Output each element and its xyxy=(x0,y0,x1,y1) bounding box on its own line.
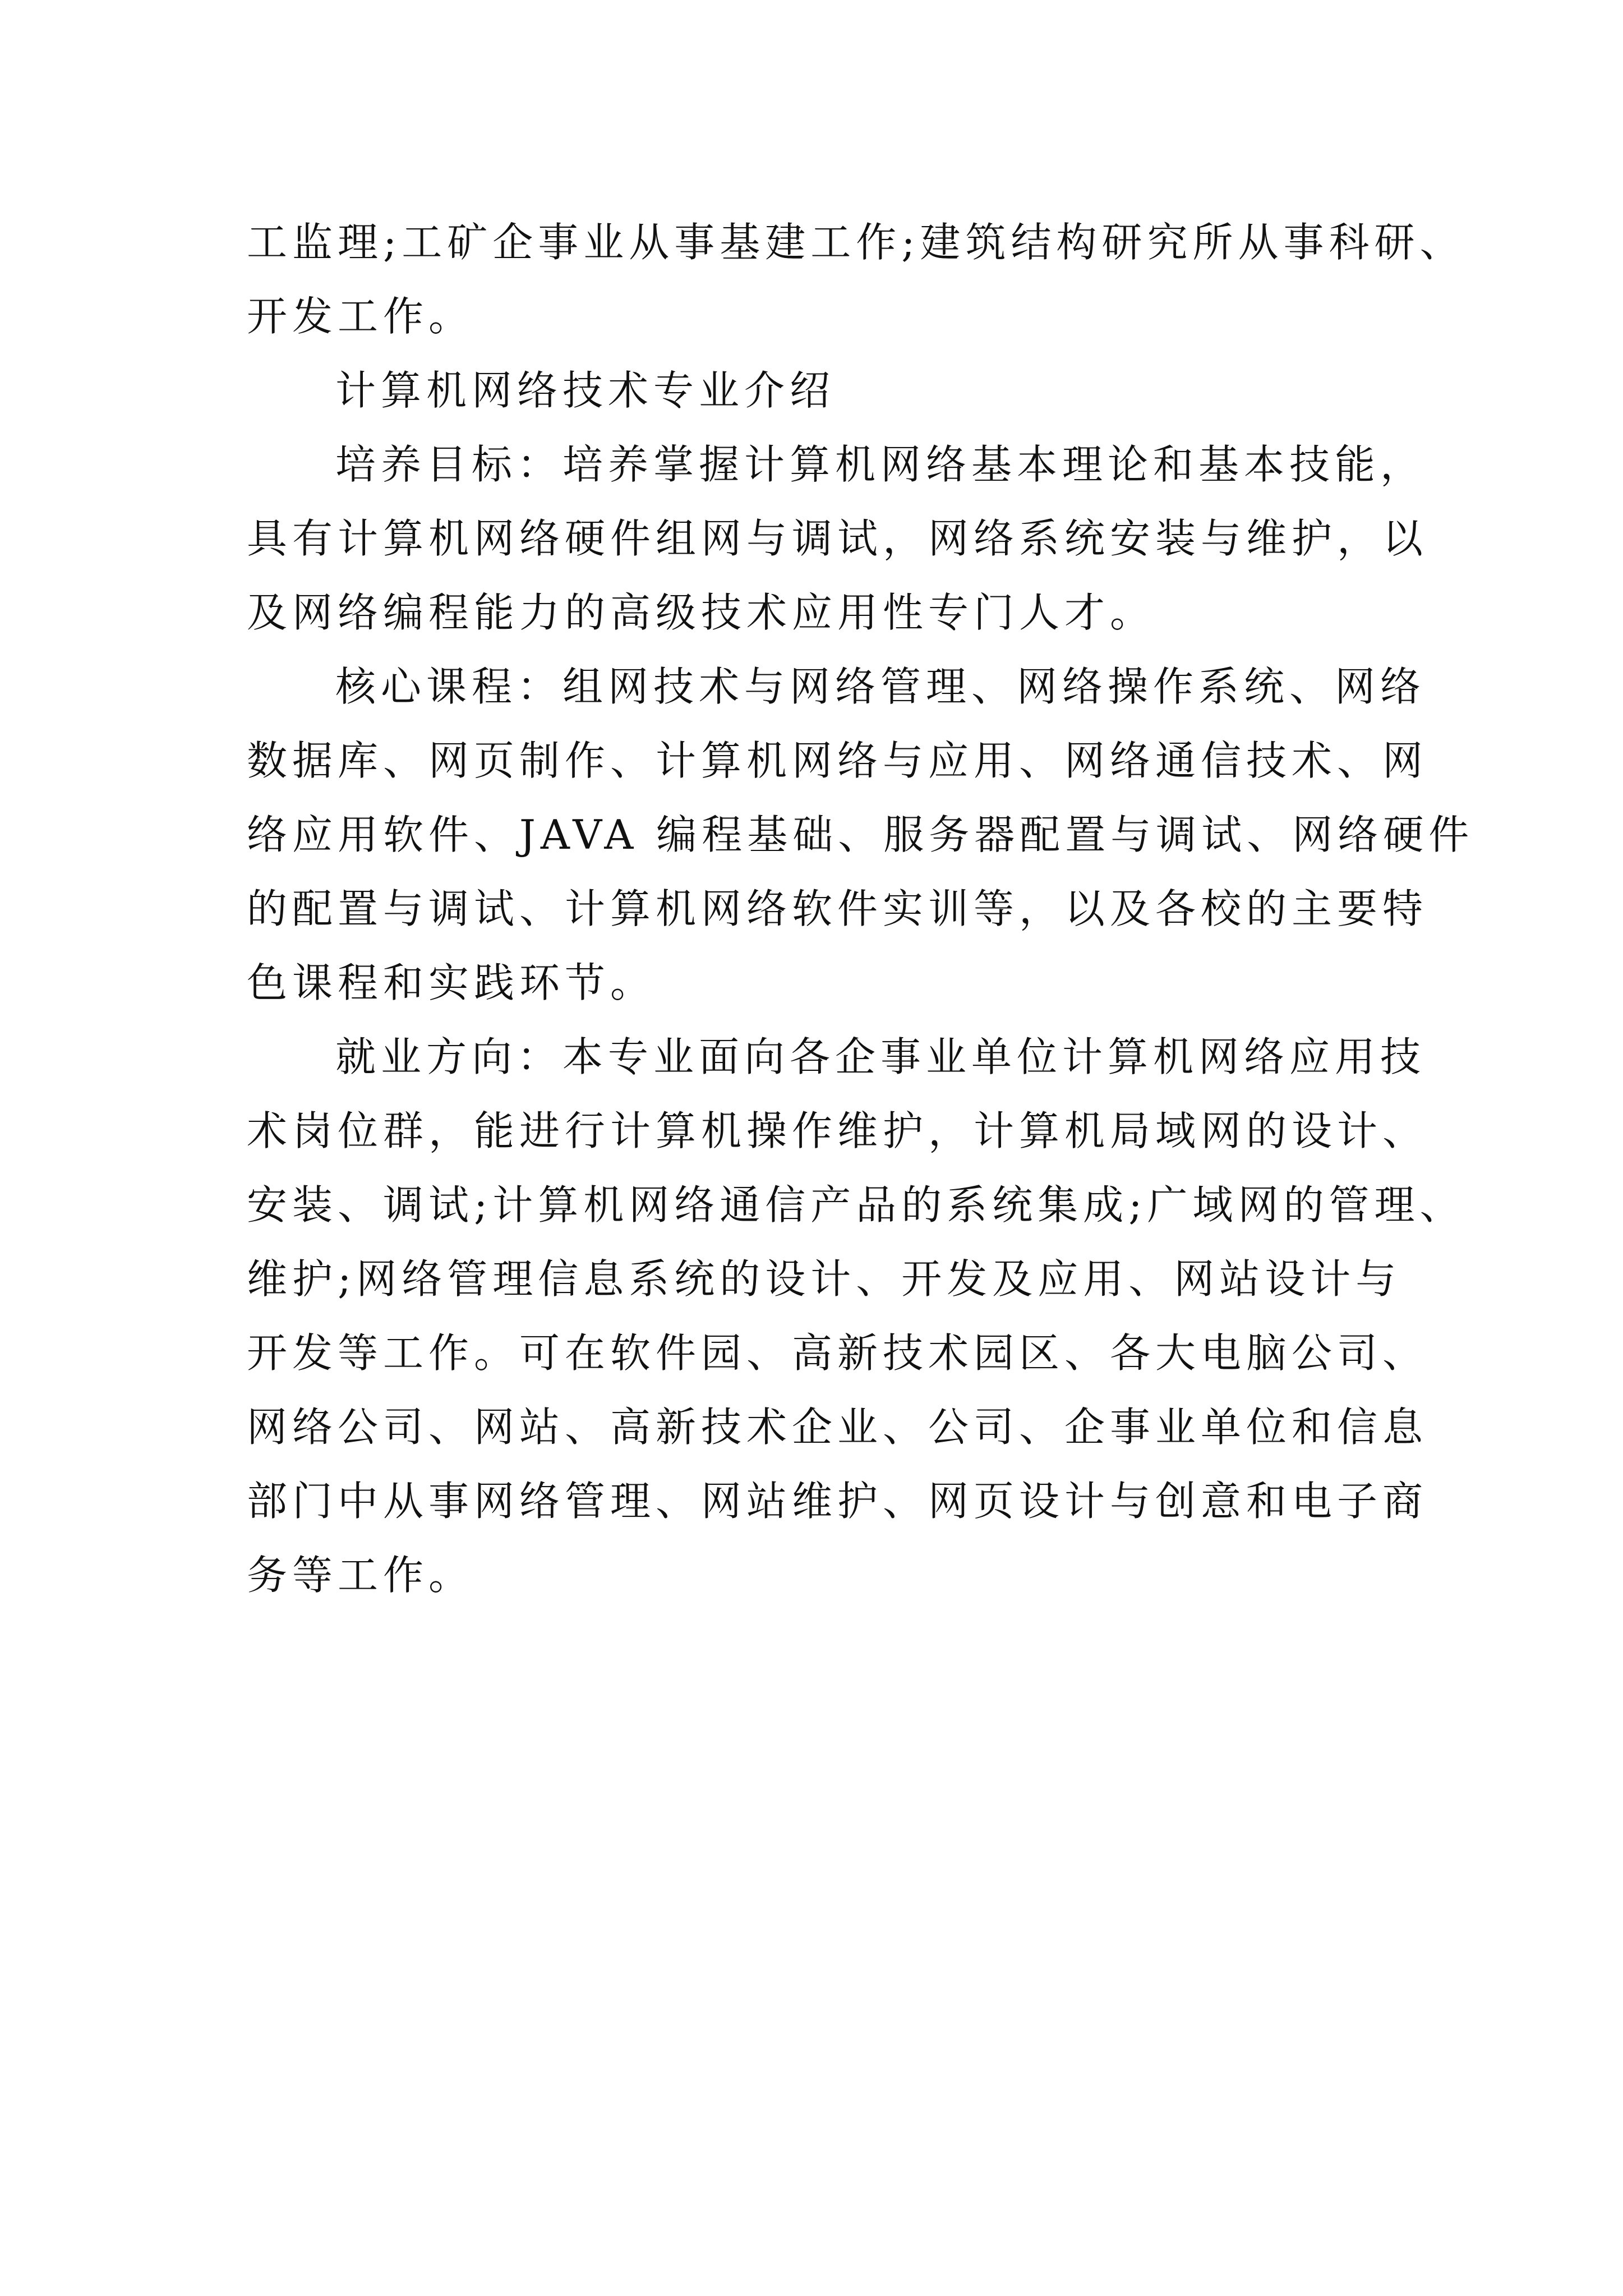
paragraph-line: 维护;网络管理信息系统的设计、开发及应用、网站设计与 xyxy=(247,1255,1401,1303)
paragraph-line: 及网络编程能力的高级技术应用性专门人才。 xyxy=(247,589,1156,636)
paragraph-line: 网络公司、网站、高新技术企业、公司、企事业单位和信息 xyxy=(247,1404,1428,1451)
paragraph-line: 术岗位群，能进行计算机操作维护，计算机局域网的设计、 xyxy=(247,1107,1428,1154)
paragraph-line: 络应用软件、JAVA 编程基础、服务器配置与调试、网络硬件 xyxy=(247,811,1474,858)
paragraph-line: 核心课程：组网技术与网络管理、网络操作系统、网络 xyxy=(335,663,1426,710)
paragraph-line: 就业方向：本专业面向各企事业单位计算机网络应用技 xyxy=(335,1033,1426,1080)
paragraph-line: 具有计算机网络硬件组网与调试，网络系统安装与维护，以 xyxy=(247,515,1428,562)
paragraph-line: 数据库、网页制作、计算机网络与应用、网络通信技术、网 xyxy=(247,737,1428,784)
paragraph-line: 安装、调试;计算机网络通信产品的系统集成;广域网的管理、 xyxy=(247,1181,1465,1228)
paragraph-line: 培养目标：培养掌握计算机网络基本理论和基本技能， xyxy=(335,441,1426,488)
paragraph-line: 色课程和实践环节。 xyxy=(247,959,656,1006)
paragraph-line: 部门中从事网络管理、网站维护、网页设计与创意和电子商 xyxy=(247,1478,1428,1525)
section-heading: 计算机网络技术专业介绍 xyxy=(335,367,836,414)
paragraph-line: 务等工作。 xyxy=(247,1552,474,1599)
paragraph-line: 开发等工作。可在软件园、高新技术园区、各大电脑公司、 xyxy=(247,1329,1428,1377)
paragraph-line: 开发工作。 xyxy=(247,293,474,340)
paragraph-line: 的配置与调试、计算机网络软件实训等，以及各校的主要特 xyxy=(247,885,1428,932)
paragraph-line: 工监理;工矿企事业从事基建工作;建筑结构研究所从事科研、 xyxy=(247,219,1465,266)
